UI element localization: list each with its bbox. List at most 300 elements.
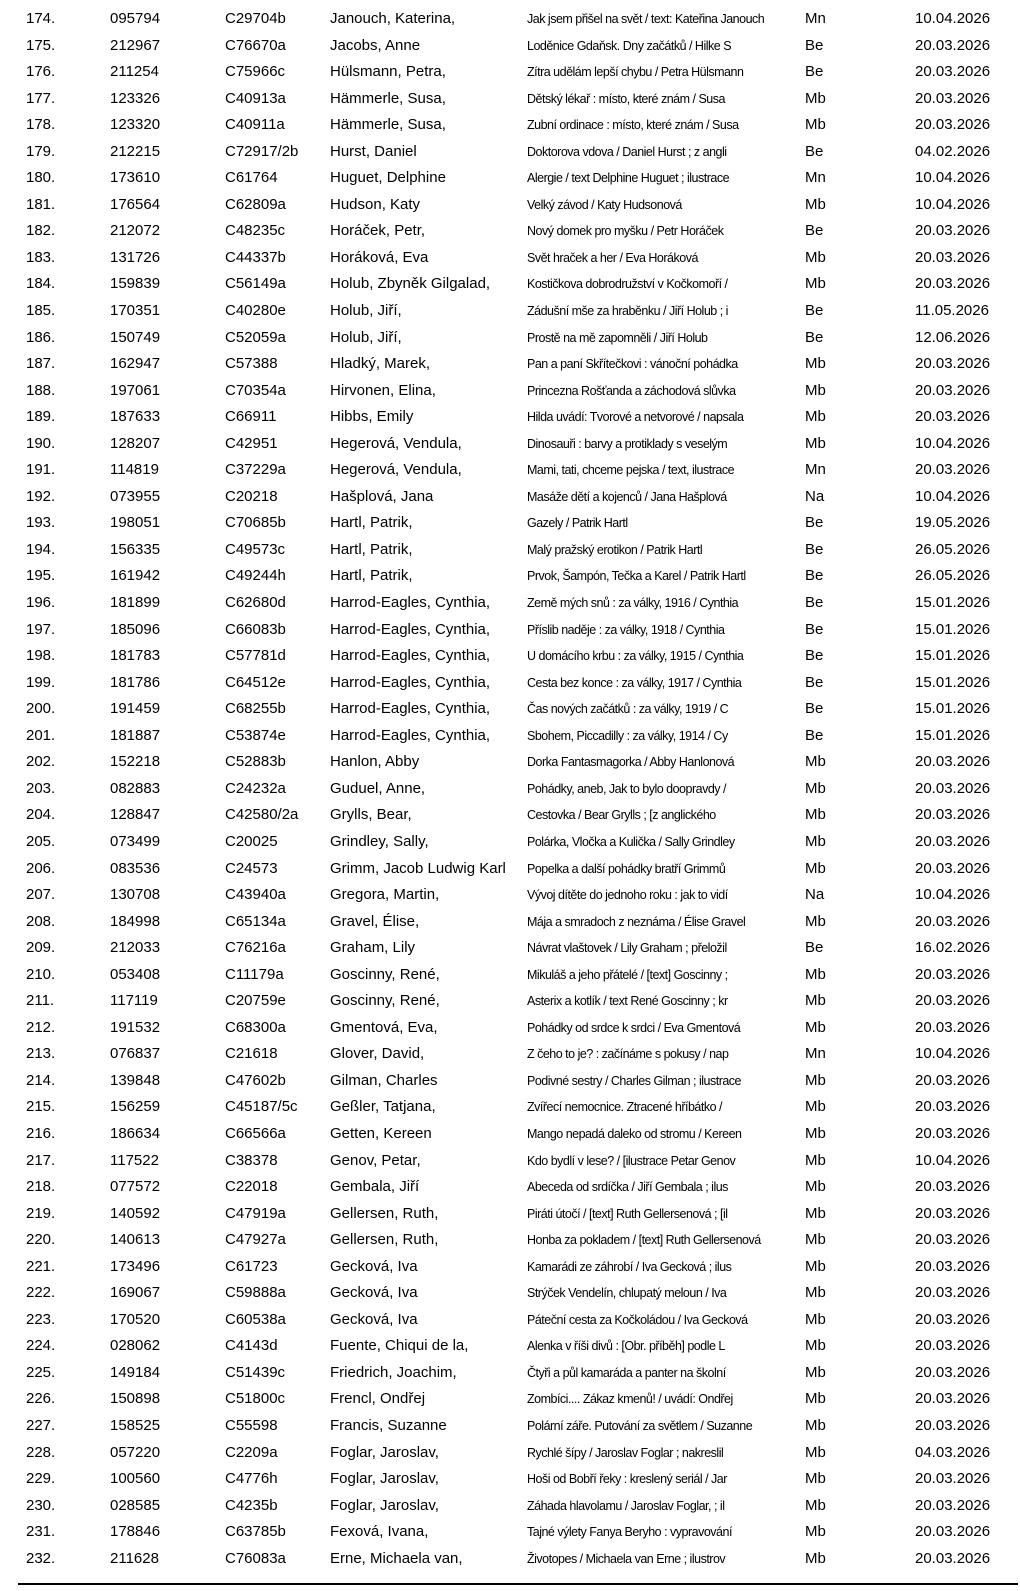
type-code: Mn — [805, 461, 826, 479]
due-date: 10.04.2026 — [915, 487, 991, 505]
due-date: 20.03.2026 — [915, 1124, 991, 1142]
due-date: 20.03.2026 — [915, 461, 991, 479]
title: Kamarádi ze záhrobí / Iva Gecková ; ilus — [527, 1259, 732, 1274]
signature: C4143d — [225, 1337, 278, 1355]
author: Gellersen, Ruth, — [330, 1231, 439, 1249]
row-number: 215. — [26, 1098, 56, 1116]
record-id: 131726 — [110, 248, 161, 266]
row-number: 184. — [26, 275, 56, 293]
due-date: 10.04.2026 — [915, 195, 991, 213]
author: Hegerová, Vendula, — [330, 434, 462, 452]
due-date: 10.04.2026 — [915, 10, 991, 27]
row-number: 197. — [26, 620, 56, 638]
type-code: Mb — [805, 275, 826, 293]
type-code: Mb — [805, 992, 826, 1010]
title: Podivné sestry / Charles Gilman ; ilustrace — [527, 1073, 742, 1088]
author: Horáková, Eva — [330, 248, 429, 266]
author: Fuente, Chiqui de la, — [330, 1337, 469, 1355]
record-id: 197061 — [110, 381, 161, 399]
table-row — [0, 1360, 1020, 1387]
author: Gecková, Iva — [330, 1284, 418, 1302]
type-code: Be — [805, 594, 824, 612]
author: Gembala, Jiří — [330, 1178, 420, 1196]
title: Hilda uvádí: Tvorové a netvorové / napsala — [527, 410, 744, 425]
row-number: 204. — [26, 806, 56, 824]
title: Gazely / Patrik Hartl — [527, 516, 628, 531]
record-id: 083536 — [110, 859, 161, 877]
author: Foglar, Jaroslav, — [330, 1496, 439, 1514]
row-number: 224. — [26, 1337, 56, 1355]
row-number: 188. — [26, 381, 56, 399]
author: Harrod-Eagles, Cynthia, — [330, 647, 491, 665]
due-date: 20.03.2026 — [915, 116, 991, 134]
row-number: 189. — [26, 408, 56, 426]
row-number: 194. — [26, 540, 56, 558]
record-id: 185096 — [110, 620, 161, 638]
author: Goscinny, René, — [330, 965, 440, 983]
table-row — [0, 245, 1020, 272]
title: Honba za pokladem / [text] Ruth Gellersenová — [527, 1233, 761, 1248]
signature: C68300a — [225, 1018, 286, 1036]
table-row — [0, 1094, 1020, 1121]
record-id: 150749 — [110, 328, 161, 346]
type-code: Mb — [805, 355, 826, 373]
type-code: Be — [805, 567, 824, 585]
signature: C47927a — [225, 1231, 286, 1249]
title: Mája a smradoch z neznáma / Élise Gravel — [527, 914, 746, 929]
title: Pohádky od srdce k srdci / Eva Gmentová — [527, 1020, 741, 1035]
record-id: 053408 — [110, 965, 161, 983]
author: Hegerová, Vendula, — [330, 461, 462, 479]
author: Hanlon, Abby — [330, 753, 420, 771]
table-row — [0, 484, 1020, 511]
type-code: Be — [805, 540, 824, 558]
due-date: 20.03.2026 — [915, 1310, 991, 1328]
title: Pohádky, aneb, Jak to bylo doopravdy / — [527, 781, 726, 796]
due-date: 11.05.2026 — [915, 302, 989, 320]
row-number: 176. — [26, 63, 56, 81]
row-number: 200. — [26, 700, 56, 718]
type-code: Na — [805, 487, 825, 505]
table-bottom-rule — [18, 1583, 1018, 1585]
author: Guduel, Anne, — [330, 779, 426, 797]
title: Životopes / Michaela van Erne ; ilustrov — [527, 1551, 726, 1566]
title: Čtyři a půl kamaráda a panter na školní — [527, 1365, 726, 1380]
due-date: 12.06.2026 — [915, 328, 991, 346]
table-row — [0, 1333, 1020, 1360]
type-code: Mb — [805, 381, 826, 399]
type-code: Mb — [805, 1337, 826, 1355]
due-date: 15.01.2026 — [915, 673, 991, 691]
signature: C66083b — [225, 620, 286, 638]
row-number: 223. — [26, 1310, 56, 1328]
author: Horáček, Petr, — [330, 222, 426, 240]
type-code: Mb — [805, 1443, 826, 1461]
author: Harrod-Eagles, Cynthia, — [330, 673, 491, 691]
type-code: Mb — [805, 965, 826, 983]
record-id: 191459 — [110, 700, 161, 718]
type-code: Be — [805, 726, 824, 744]
table-row — [0, 1546, 1020, 1573]
record-id: 095794 — [110, 10, 161, 27]
record-list — [0, 6, 1020, 1572]
title: Zvířecí nemocnice. Ztracené hříbátko / — [527, 1100, 722, 1115]
table-row — [0, 351, 1020, 378]
due-date: 20.03.2026 — [915, 965, 991, 983]
signature: C22018 — [225, 1178, 278, 1196]
title: Prostě na mě zapomněli / Jiří Holub — [527, 330, 708, 345]
record-id: 128207 — [110, 434, 161, 452]
record-id: 077572 — [110, 1178, 161, 1196]
record-id: 181783 — [110, 647, 161, 665]
type-code: Mn — [805, 1045, 826, 1063]
due-date: 20.03.2026 — [915, 753, 991, 771]
record-id: 117522 — [110, 1151, 159, 1169]
due-date: 20.03.2026 — [915, 1257, 991, 1275]
type-code: Be — [805, 939, 824, 957]
row-number: 179. — [26, 142, 56, 160]
due-date: 20.03.2026 — [915, 1204, 991, 1222]
due-date: 20.03.2026 — [915, 355, 991, 373]
signature: C57781d — [225, 647, 286, 665]
due-date: 20.03.2026 — [915, 275, 991, 293]
author: Erne, Michaela van, — [330, 1549, 463, 1567]
due-date: 15.01.2026 — [915, 647, 991, 665]
table-row — [0, 909, 1020, 936]
title: Alergie / text Delphine Huguet ; ilustrace — [527, 171, 730, 186]
record-id: 161942 — [110, 567, 161, 585]
record-id: 181786 — [110, 673, 161, 691]
record-id: 117119 — [110, 992, 158, 1010]
author: Friedrich, Joachim, — [330, 1363, 457, 1381]
type-code: Be — [805, 142, 824, 160]
signature: C40913a — [225, 89, 286, 107]
type-code: Be — [805, 673, 824, 691]
table-row — [0, 33, 1020, 60]
row-number: 192. — [26, 487, 56, 505]
type-code: Mb — [805, 434, 826, 452]
signature: C61723 — [225, 1257, 278, 1275]
record-id: 140592 — [110, 1204, 161, 1222]
type-code: Mb — [805, 248, 826, 266]
author: Hašplová, Jana — [330, 487, 434, 505]
row-number: 212. — [26, 1018, 56, 1036]
type-code: Mb — [805, 753, 826, 771]
title: Příslib naděje : za války, 1918 / Cynthia — [527, 622, 725, 637]
signature: C65134a — [225, 912, 286, 930]
row-number: 214. — [26, 1071, 56, 1089]
table-row — [0, 325, 1020, 352]
author: Hartl, Patrik, — [330, 540, 413, 558]
row-number: 198. — [26, 647, 56, 665]
table-row — [0, 1227, 1020, 1254]
table-row — [0, 590, 1020, 617]
author: Janouch, Katerina, — [330, 10, 456, 27]
author: Hartl, Patrik, — [330, 567, 413, 585]
signature: C76083a — [225, 1549, 286, 1567]
signature: C75966c — [225, 63, 286, 81]
record-id: 149184 — [110, 1363, 161, 1381]
signature: C42951 — [225, 434, 278, 452]
signature: C24232a — [225, 779, 286, 797]
type-code: Mb — [805, 1470, 826, 1488]
row-number: 216. — [26, 1124, 56, 1142]
record-id: 100560 — [110, 1470, 161, 1488]
author: Harrod-Eagles, Cynthia, — [330, 594, 491, 612]
signature: C51439c — [225, 1363, 286, 1381]
row-number: 206. — [26, 859, 56, 877]
author: Genov, Petar, — [330, 1151, 421, 1169]
signature: C52059a — [225, 328, 286, 346]
type-code: Be — [805, 302, 824, 320]
row-number: 180. — [26, 169, 56, 187]
author: Hudson, Katy — [330, 195, 421, 213]
due-date: 20.03.2026 — [915, 36, 991, 54]
row-number: 208. — [26, 912, 56, 930]
record-id: 123326 — [110, 89, 161, 107]
author: Grimm, Jacob Ludwig Karl — [330, 859, 506, 877]
author: Francis, Suzanne — [330, 1416, 447, 1434]
table-row — [0, 457, 1020, 484]
signature: C70685b — [225, 514, 286, 532]
table-row — [0, 935, 1020, 962]
due-date: 20.03.2026 — [915, 779, 991, 797]
due-date: 20.03.2026 — [915, 1470, 991, 1488]
title: Mikuláš a jeho přátelé / [text] Goscinny ; — [527, 967, 728, 982]
table-row — [0, 59, 1020, 86]
title: Abeceda od srdíčka / Jiří Gembala ; ilus — [527, 1180, 728, 1195]
due-date: 20.03.2026 — [915, 859, 991, 877]
author: Holub, Jiří, — [330, 328, 402, 346]
table-row — [0, 404, 1020, 431]
title: Masáže dětí a kojenců / Jana Hašplová — [527, 489, 727, 504]
due-date: 10.04.2026 — [915, 1045, 991, 1063]
title: Svět hraček a her / Eva Horáková — [527, 250, 698, 265]
table-row — [0, 537, 1020, 564]
signature: C57388 — [225, 355, 278, 373]
due-date: 20.03.2026 — [915, 832, 991, 850]
author: Hartl, Patrik, — [330, 514, 413, 532]
title: Cesta bez konce : za války, 1917 / Cynthia — [527, 675, 742, 690]
author: Hirvonen, Elina, — [330, 381, 436, 399]
title: Mami, tati, chceme pejska / text, ilustrace — [527, 463, 735, 478]
signature: C4235b — [225, 1496, 278, 1514]
signature: C70354a — [225, 381, 286, 399]
row-number: 213. — [26, 1045, 56, 1063]
title: Zádušní mše za hraběnku / Jiří Holub ; i — [527, 304, 728, 319]
row-number: 228. — [26, 1443, 56, 1461]
signature: C55598 — [225, 1416, 278, 1434]
record-id: 211628 — [110, 1549, 159, 1567]
author: Gecková, Iva — [330, 1310, 418, 1328]
row-number: 175. — [26, 36, 56, 54]
table-row — [0, 1307, 1020, 1334]
row-number: 187. — [26, 355, 56, 373]
signature: C76216a — [225, 939, 286, 957]
record-id: 169067 — [110, 1284, 161, 1302]
row-number: 182. — [26, 222, 56, 240]
title: Jak jsem přišel na svět / text: Kateřina Janouch — [527, 12, 765, 26]
signature: C53874e — [225, 726, 286, 744]
type-code: Be — [805, 222, 824, 240]
title: Dětský lékař : místo, které znám / Susa — [527, 91, 725, 106]
title: Princezna Rošťanda a záchodová slůvka — [527, 383, 736, 398]
signature: C63785b — [225, 1523, 286, 1541]
signature: C56149a — [225, 275, 286, 293]
row-number: 232. — [26, 1549, 56, 1567]
type-code: Mb — [805, 1496, 826, 1514]
table-row — [0, 1174, 1020, 1201]
table-row — [0, 563, 1020, 590]
row-number: 207. — [26, 886, 56, 904]
due-date: 20.03.2026 — [915, 381, 991, 399]
table-row — [0, 271, 1020, 298]
author: Gregora, Martin, — [330, 886, 440, 904]
row-number: 230. — [26, 1496, 56, 1514]
row-number: 222. — [26, 1284, 56, 1302]
row-number: 199. — [26, 673, 56, 691]
title: Strýček Vendelín, chlupatý meloun / Iva — [527, 1286, 727, 1301]
row-number: 186. — [26, 328, 56, 346]
record-id: 198051 — [110, 514, 161, 532]
title: Polárka, Vločka a Kulička / Sally Grindley — [527, 834, 735, 849]
due-date: 19.05.2026 — [915, 514, 991, 532]
type-code: Mb — [805, 912, 826, 930]
due-date: 20.03.2026 — [915, 89, 991, 107]
type-code: Mb — [805, 1204, 826, 1222]
row-number: 201. — [26, 726, 56, 744]
row-number: 185. — [26, 302, 56, 320]
table-row — [0, 1148, 1020, 1175]
due-date: 15.01.2026 — [915, 594, 991, 612]
type-code: Mb — [805, 116, 826, 134]
row-number: 174. — [26, 10, 56, 27]
type-code: Mb — [805, 408, 826, 426]
type-code: Be — [805, 647, 824, 665]
title: Cestovka / Bear Grylls ; [z anglického — [527, 808, 716, 823]
table-row — [0, 192, 1020, 219]
row-number: 217. — [26, 1151, 56, 1169]
title: Mango nepadá daleko od stromu / Kereen — [527, 1126, 742, 1141]
table-row — [0, 1493, 1020, 1520]
type-code: Mb — [805, 1523, 826, 1541]
type-code: Mb — [805, 1178, 826, 1196]
row-number: 177. — [26, 89, 56, 107]
record-id: 211254 — [110, 63, 159, 81]
type-code: Be — [805, 620, 824, 638]
signature: C37229a — [225, 461, 286, 479]
table-row — [0, 139, 1020, 166]
title: Sbohem, Piccadilly : za války, 1914 / Cy — [527, 728, 728, 743]
due-date: 10.04.2026 — [915, 886, 991, 904]
signature: C29704b — [225, 10, 286, 27]
due-date: 20.03.2026 — [915, 806, 991, 824]
signature: C49244h — [225, 567, 286, 585]
type-code: Mb — [805, 1390, 826, 1408]
signature: C76670a — [225, 36, 286, 54]
title: Piráti útočí / [text] Ruth Gellersenová ; [il — [527, 1206, 728, 1221]
table-row — [0, 1015, 1020, 1042]
title: Zombíci.... Zákaz kmenů! / uvádí: Ondřej — [527, 1392, 733, 1407]
title: Zubní ordinace : místo, které znám / Susa — [527, 118, 739, 133]
record-id: 159839 — [110, 275, 161, 293]
author: Hladký, Marek, — [330, 355, 431, 373]
record-id: 057220 — [110, 1443, 161, 1461]
author: Glover, David, — [330, 1045, 425, 1063]
table-row — [0, 1068, 1020, 1095]
title: Asterix a kotlík / text René Goscinny ; kr — [527, 994, 728, 1009]
table-row — [0, 882, 1020, 909]
signature: C40911a — [225, 116, 285, 134]
record-id: 212072 — [110, 222, 161, 240]
row-number: 219. — [26, 1204, 56, 1222]
due-date: 20.03.2026 — [915, 992, 991, 1010]
type-code: Mb — [805, 1018, 826, 1036]
row-number: 221. — [26, 1257, 56, 1275]
type-code: Mb — [805, 1363, 826, 1381]
row-number: 191. — [26, 461, 56, 479]
title: Z čeho to je? : začínáme s pokusy / nap — [527, 1047, 729, 1062]
signature: C52883b — [225, 753, 286, 771]
author: Hurst, Daniel — [330, 142, 417, 160]
table-row — [0, 670, 1020, 697]
record-id: 139848 — [110, 1071, 161, 1089]
table-row — [0, 696, 1020, 723]
row-number: 211. — [26, 992, 55, 1010]
record-id: 073499 — [110, 832, 161, 850]
due-date: 20.03.2026 — [915, 1098, 991, 1116]
signature: C44337b — [225, 248, 286, 266]
record-id: 156259 — [110, 1098, 161, 1116]
table-row — [0, 962, 1020, 989]
signature: C49573c — [225, 540, 286, 558]
due-date: 20.03.2026 — [915, 222, 991, 240]
table-row — [0, 378, 1020, 405]
title: Nový domek pro myšku / Petr Horáček — [527, 224, 724, 239]
title: Polární záře. Putování za světlem / Suzanne — [527, 1418, 753, 1433]
author: Gilman, Charles — [330, 1071, 438, 1089]
record-id: 212033 — [110, 939, 161, 957]
title: Pan a paní Skřítečkovi : vánoční pohádka — [527, 357, 738, 372]
type-code: Na — [805, 886, 825, 904]
type-code: Be — [805, 36, 824, 54]
type-code: Be — [805, 328, 824, 346]
type-code: Mb — [805, 195, 826, 213]
author: Hülsmann, Petra, — [330, 63, 446, 81]
row-number: 229. — [26, 1470, 56, 1488]
author: Geßler, Tatjana, — [330, 1098, 436, 1116]
record-id: 082883 — [110, 779, 161, 797]
row-number: 202. — [26, 753, 56, 771]
due-date: 20.03.2026 — [915, 1496, 991, 1514]
type-code: Mb — [805, 1549, 826, 1567]
author: Jacobs, Anne — [330, 36, 421, 54]
signature: C62809a — [225, 195, 286, 213]
author: Grylls, Bear, — [330, 806, 412, 824]
author: Hämmerle, Susa, — [330, 116, 446, 134]
table-row — [0, 1519, 1020, 1546]
record-id: 162947 — [110, 355, 161, 373]
record-id: 140613 — [110, 1231, 161, 1249]
table-row — [0, 776, 1020, 803]
title: Kdo bydlí v lese? / [ilustrace Petar Genov — [527, 1153, 736, 1168]
record-id: 158525 — [110, 1416, 161, 1434]
row-number: 227. — [26, 1416, 56, 1434]
table-row — [0, 1254, 1020, 1281]
table-row — [0, 112, 1020, 139]
title: Čas nových začátků : za války, 1919 / C — [527, 702, 729, 717]
author: Harrod-Eagles, Cynthia, — [330, 726, 491, 744]
